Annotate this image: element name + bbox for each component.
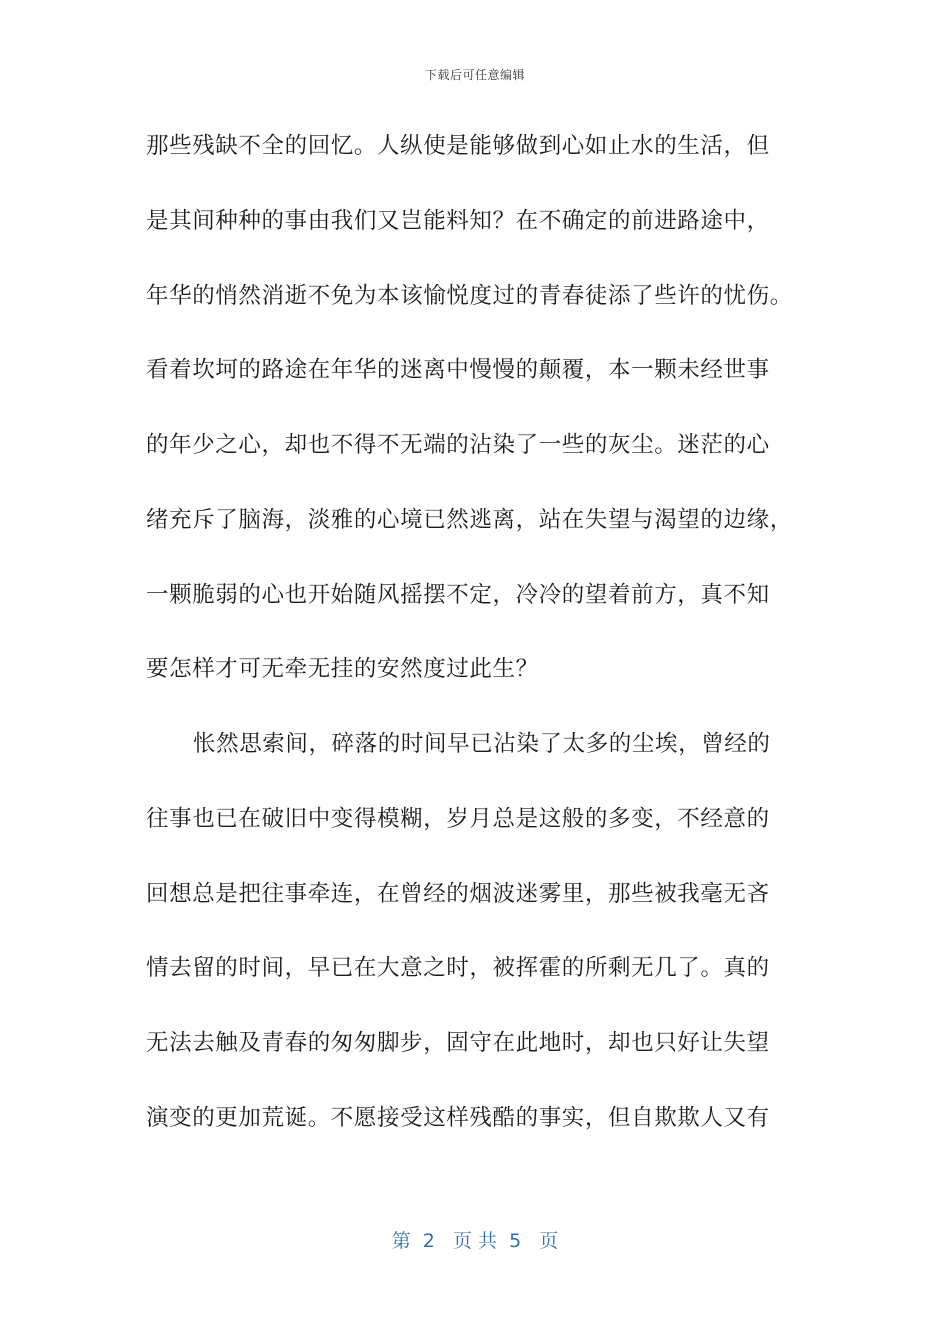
text-line: 无法去触及青春的匆匆脚步，固守在此地时，却也只好让失望 bbox=[146, 1030, 770, 1056]
text-line: 的年少之心，却也不得不无端的沾染了一些的灰尘。迷茫的心 bbox=[146, 432, 770, 458]
text-line: 看着坎坷的路途在年华的迷离中慢慢的颠覆，本一颗未经世事 bbox=[146, 357, 770, 383]
paragraph-start-line: 怅然思索间，碎落的时间早已沾染了太多的尘埃，曾经的 bbox=[193, 731, 771, 757]
text-line: 是其间种种的事由我们又岂能料知？在不确定的前进路途中， bbox=[146, 208, 770, 234]
text-line: 回想总是把往事牵连，在曾经的烟波迷雾里，那些被我毫无吝 bbox=[146, 881, 770, 907]
text-line: 年华的悄然消逝不免为本该愉悦度过的青春徒添了些许的忧伤。 bbox=[146, 283, 793, 309]
text-line: 往事也已在破旧中变得模糊，岁月总是这般的多变，不经意的 bbox=[146, 806, 770, 832]
text-line: 演变的更加荒诞。不愿接受这样残酷的事实，但自欺欺人又有 bbox=[146, 1105, 770, 1131]
text-line: 那些残缺不全的回忆。人纵使是能够做到心如止水的生活，但 bbox=[146, 133, 770, 159]
text-line: 一颗脆弱的心也开始随风摇摆不定，冷冷的望着前方，真不知 bbox=[146, 582, 770, 608]
page-header: 下载后可任意编辑 bbox=[424, 68, 525, 82]
text-line: 绪充斥了脑海，淡雅的心境已然逃离，站在失望与渴望的边缘， bbox=[146, 507, 793, 533]
page-number-footer: 第 2 页 共 5 页 bbox=[391, 1230, 559, 1252]
text-line: 要怎样才可无牵无挂的安然度过此生？ bbox=[146, 656, 539, 682]
text-line: 情去留的时间，早已在大意之时，被挥霍的所剩无几了。真的 bbox=[146, 955, 770, 981]
